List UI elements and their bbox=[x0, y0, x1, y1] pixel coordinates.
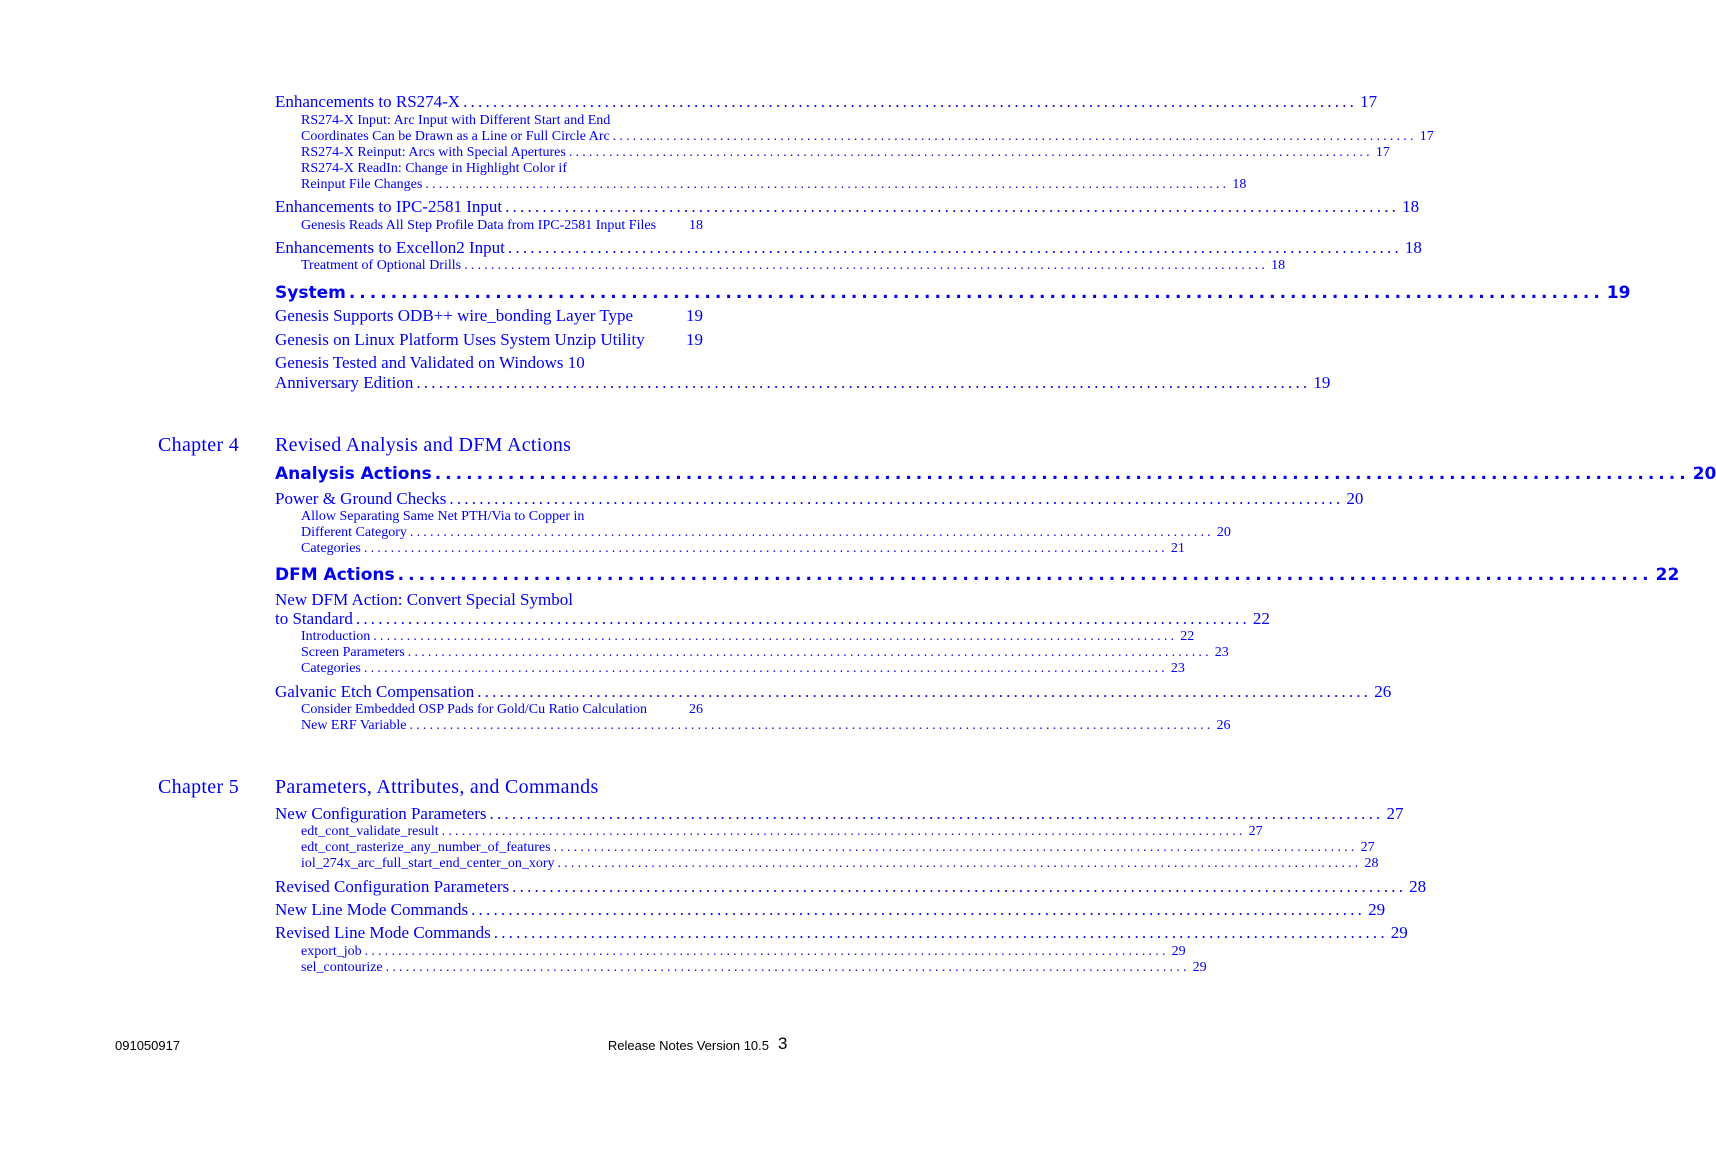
toc-dot-leader: ........................................................................................................................ bbox=[407, 645, 1212, 660]
toc-entry-iol-274x[interactable] bbox=[301, 856, 1379, 871]
toc-dot-leader: ........................................................................................................................ bbox=[441, 824, 1246, 839]
toc-page-number: 18 bbox=[1271, 258, 1286, 273]
toc-dot-leader: ........................................................................................................................ bbox=[364, 944, 1169, 959]
toc-entry-title: New DFM Action: Convert Special Symbol bbox=[275, 590, 573, 609]
toc-entry-revised-line-mode[interactable] bbox=[275, 923, 1408, 942]
toc-page-number: 17 bbox=[1375, 145, 1390, 160]
toc-dot-leader: ........................................................................................................................ bbox=[425, 177, 1230, 192]
toc-page-number: 28 bbox=[1409, 877, 1427, 896]
toc-page-number: 19 bbox=[1313, 373, 1331, 392]
toc-entry-title: Consider Embedded OSP Pads for Gold/Cu Ratio Calculation bbox=[301, 702, 647, 717]
toc-entry-title: Treatment of Optional Drills bbox=[301, 258, 462, 273]
toc-entry-title: Genesis on Linux Platform Uses System Unzip Utility bbox=[275, 330, 645, 349]
toc-dot-leader: ........................................................................................................................ bbox=[507, 238, 1402, 257]
toc-entry-pth-via-line-2[interactable] bbox=[301, 525, 1231, 540]
toc-entry-title: Reinput File Changes bbox=[301, 177, 423, 192]
toc-page-number: 20 bbox=[1346, 489, 1364, 508]
toc-entry-title: New ERF Variable bbox=[301, 718, 407, 733]
toc-entry-ipc2581[interactable] bbox=[275, 197, 1420, 216]
toc-page-number: 23 bbox=[1170, 661, 1185, 676]
toc-entry-convert-symbol-line-2[interactable] bbox=[275, 609, 1270, 628]
toc-entry-rs274x[interactable] bbox=[275, 92, 1378, 111]
toc-page-number: 17 bbox=[1419, 129, 1434, 144]
toc-entry-title: Galvanic Etch Compensation bbox=[275, 682, 475, 701]
toc-entry-title: edt_cont_rasterize_any_number_of_features bbox=[301, 840, 551, 855]
toc-entry-galvanic[interactable] bbox=[275, 682, 1392, 701]
toc-entry-cs-intro[interactable] bbox=[301, 629, 1195, 644]
toc-dot-leader: ........................................................................................................................ bbox=[434, 464, 1690, 484]
toc-entry-osp-pads[interactable] bbox=[301, 703, 703, 717]
toc-entry-excellon2-optional[interactable] bbox=[301, 258, 1286, 273]
toc-dot-leader: ........................................................................................................................ bbox=[489, 804, 1384, 823]
toc-entry-system[interactable] bbox=[275, 283, 1631, 303]
toc-page-number: 29 bbox=[1368, 900, 1386, 919]
toc-entry-title: Different Category bbox=[301, 525, 407, 540]
toc-dot-leader: ........................................................................................................................ bbox=[568, 145, 1373, 160]
toc-dot-leader: ........................................................................................................................ bbox=[416, 373, 1311, 392]
toc-dot-leader: ........................................................................................................................ bbox=[348, 283, 1604, 303]
toc-dot-leader: ........................................................................................................................ bbox=[477, 682, 1372, 701]
chapter-5-title[interactable]: Parameters, Attributes, and Commands bbox=[275, 776, 599, 798]
toc-entry-sel-contourize[interactable] bbox=[301, 960, 1207, 975]
chapter-5-label[interactable]: Chapter 5 bbox=[158, 776, 240, 798]
toc-entry-export-job[interactable] bbox=[301, 944, 1186, 959]
toc-entry-title: to Standard bbox=[275, 609, 353, 628]
toc-entry-ipc2581-profile[interactable] bbox=[301, 219, 703, 233]
toc-entry-rs274x-arc-line-1[interactable] bbox=[301, 114, 610, 128]
toc-page-number: 22 bbox=[1252, 609, 1270, 628]
footer-page-number: 3 bbox=[778, 1034, 788, 1053]
toc-entry-title: Screen Parameters bbox=[301, 645, 405, 660]
toc-page-number: 17 bbox=[1360, 92, 1378, 111]
toc-entry-convert-symbol-line-1[interactable] bbox=[275, 591, 573, 608]
toc-entry-title: Introduction bbox=[301, 629, 371, 644]
toc-entry-pg-categories[interactable] bbox=[301, 541, 1185, 556]
toc-page-number: 20 bbox=[1216, 525, 1231, 540]
toc-entry-new-config[interactable] bbox=[275, 804, 1404, 823]
toc-dot-leader: ........................................................................................................................ bbox=[505, 197, 1400, 216]
toc-entry-rs274x-readin-line-2[interactable] bbox=[301, 177, 1247, 192]
toc-page-number: 19 bbox=[1606, 283, 1631, 303]
toc-entry-title: New Line Mode Commands bbox=[275, 900, 469, 919]
toc-dot-leader: ........................................................................................................................ bbox=[363, 541, 1168, 556]
toc-page-number: 21 bbox=[1170, 541, 1185, 556]
toc-entry-title: Genesis Reads All Step Profile Data from IPC-2581 Input Files bbox=[301, 218, 657, 233]
chapter-4-label[interactable]: Chapter 4 bbox=[158, 434, 240, 456]
toc-dot-leader: ........................................................................................................................ bbox=[557, 856, 1362, 871]
footer-doc-number: 091050917 bbox=[115, 1038, 181, 1053]
toc-page-number: 18 bbox=[689, 218, 703, 233]
toc-entry-title: Enhancements to RS274-X bbox=[275, 92, 461, 111]
chapter-4-title[interactable]: Revised Analysis and DFM Actions bbox=[275, 434, 572, 456]
toc-entry-cs-screen[interactable] bbox=[301, 645, 1229, 660]
toc-entry-new-line-mode[interactable] bbox=[275, 900, 1386, 919]
toc-entry-title: sel_contourize bbox=[301, 960, 383, 975]
toc-entry-title: Enhancements to IPC-2581 Input bbox=[275, 197, 503, 216]
toc-entry-title: iol_274x_arc_full_start_end_center_on_xory bbox=[301, 856, 555, 871]
toc-page-number: 22 bbox=[1655, 565, 1680, 585]
toc-dot-leader: ........................................................................................................................ bbox=[553, 840, 1358, 855]
toc-dot-leader: ........................................................................................................................ bbox=[464, 258, 1269, 273]
toc-dot-leader: ........................................................................................................................ bbox=[449, 489, 1344, 508]
toc-entry-title: edt_cont_validate_result bbox=[301, 824, 439, 839]
toc-page-number: 27 bbox=[1360, 840, 1375, 855]
toc-dot-leader: ........................................................................................................................ bbox=[463, 92, 1358, 111]
toc-entry-rs274x-reinput[interactable] bbox=[301, 145, 1390, 160]
footer-release-label: Release Notes Version 10.5 bbox=[607, 1038, 769, 1053]
toc-dot-leader: ........................................................................................................................ bbox=[409, 718, 1214, 733]
toc-page-number: 23 bbox=[1214, 645, 1229, 660]
toc-page-number: 26 bbox=[689, 702, 703, 717]
toc-dot-leader: ........................................................................................................................ bbox=[612, 129, 1417, 144]
toc-page-number: 22 bbox=[1180, 629, 1195, 644]
toc-entry-revised-config[interactable] bbox=[275, 877, 1427, 896]
toc-dot-leader: ........................................................................................................................ bbox=[512, 877, 1407, 896]
toc-entry-title: RS274-X Input: Arc Input with Different Start and End bbox=[301, 113, 611, 128]
toc-entry-excellon2[interactable] bbox=[275, 238, 1422, 257]
toc-entry-title: RS274-X ReadIn: Change in Highlight Color if bbox=[301, 161, 567, 176]
toc-dot-leader: ........................................................................................................................ bbox=[471, 900, 1366, 919]
toc-entry-title: Anniversary Edition bbox=[275, 373, 414, 392]
toc-page-number: 27 bbox=[1248, 824, 1263, 839]
toc-entry-erf-variable[interactable] bbox=[301, 718, 1231, 733]
toc-page-number: 27 bbox=[1386, 804, 1404, 823]
toc-entry-windows10-line-1[interactable] bbox=[275, 354, 585, 371]
toc-page-number: 26 bbox=[1374, 682, 1392, 701]
toc-page-number: 29 bbox=[1171, 944, 1186, 959]
toc-dot-leader: ........................................................................................................................ bbox=[385, 960, 1190, 975]
toc-dot-leader: ........................................................................................................................ bbox=[493, 923, 1388, 942]
toc-entry-title: Analysis Actions bbox=[275, 464, 432, 484]
toc-dot-leader: ........................................................................................................................ bbox=[409, 525, 1214, 540]
toc-entry-title: Enhancements to Excellon2 Input bbox=[275, 238, 505, 257]
toc-page-number: 18 bbox=[1402, 197, 1420, 216]
toc-entry-title: Power & Ground Checks bbox=[275, 489, 447, 508]
toc-entry-title: DFM Actions bbox=[275, 565, 395, 585]
toc-entry-dfm-actions[interactable] bbox=[275, 565, 1680, 585]
toc-dot-leader: ........................................................................................................................ bbox=[355, 609, 1250, 628]
toc-entry-title: export_job bbox=[301, 944, 362, 959]
toc-entry-cs-categories[interactable] bbox=[301, 661, 1185, 676]
toc-entry-analysis-actions[interactable] bbox=[275, 464, 1716, 484]
toc-entry-edt-validate[interactable] bbox=[301, 824, 1263, 839]
toc-page-number: 19 bbox=[686, 306, 703, 325]
toc-entry-title: RS274-X Reinput: Arcs with Special Apertures bbox=[301, 145, 566, 160]
toc-entry-power-ground[interactable] bbox=[275, 489, 1364, 508]
toc-page-number: 28 bbox=[1364, 856, 1379, 871]
toc-entry-title: Categories bbox=[301, 661, 361, 676]
toc-page-number: 29 bbox=[1390, 923, 1408, 942]
toc-entry-title: New Configuration Parameters bbox=[275, 804, 487, 823]
toc-dot-leader: ........................................................................................................................ bbox=[373, 629, 1178, 644]
toc-page-number: 29 bbox=[1192, 960, 1207, 975]
toc-entry-title: Revised Line Mode Commands bbox=[275, 923, 491, 942]
toc-entry-edt-rasterize[interactable] bbox=[301, 840, 1375, 855]
toc-entry-linux-unzip[interactable] bbox=[275, 331, 703, 348]
toc-dot-leader: ........................................................................................................................ bbox=[363, 661, 1168, 676]
toc-entry-title: Categories bbox=[301, 541, 361, 556]
toc-dot-leader: ........................................................................................................................ bbox=[397, 565, 1653, 585]
toc-entry-title: System bbox=[275, 283, 346, 303]
toc-entry-title: Genesis Tested and Validated on Windows 10 bbox=[275, 353, 585, 372]
toc-entry-title: Genesis Supports ODB++ wire_bonding Layer Type bbox=[275, 306, 634, 325]
toc-entry-rs274x-arc-line-2[interactable] bbox=[301, 129, 1434, 144]
toc-page-number: 18 bbox=[1404, 238, 1422, 257]
toc-entry-pth-via-line-1[interactable] bbox=[301, 510, 584, 524]
toc-entry-windows10-line-2[interactable] bbox=[275, 373, 1331, 392]
toc-page-number: 26 bbox=[1216, 718, 1231, 733]
toc-page-number: 19 bbox=[686, 330, 703, 349]
toc-entry-rs274x-readin-line-1[interactable] bbox=[301, 162, 567, 176]
toc-entry-title: Coordinates Can be Drawn as a Line or Full Circle Arc bbox=[301, 129, 610, 144]
toc-entry-title: Allow Separating Same Net PTH/Via to Copper in bbox=[301, 509, 585, 524]
toc-entry-title: Revised Configuration Parameters bbox=[275, 877, 510, 896]
toc-page-number: 20 bbox=[1692, 464, 1716, 484]
toc-page-number: 18 bbox=[1232, 177, 1247, 192]
toc-entry-wire-bonding[interactable] bbox=[275, 307, 703, 324]
